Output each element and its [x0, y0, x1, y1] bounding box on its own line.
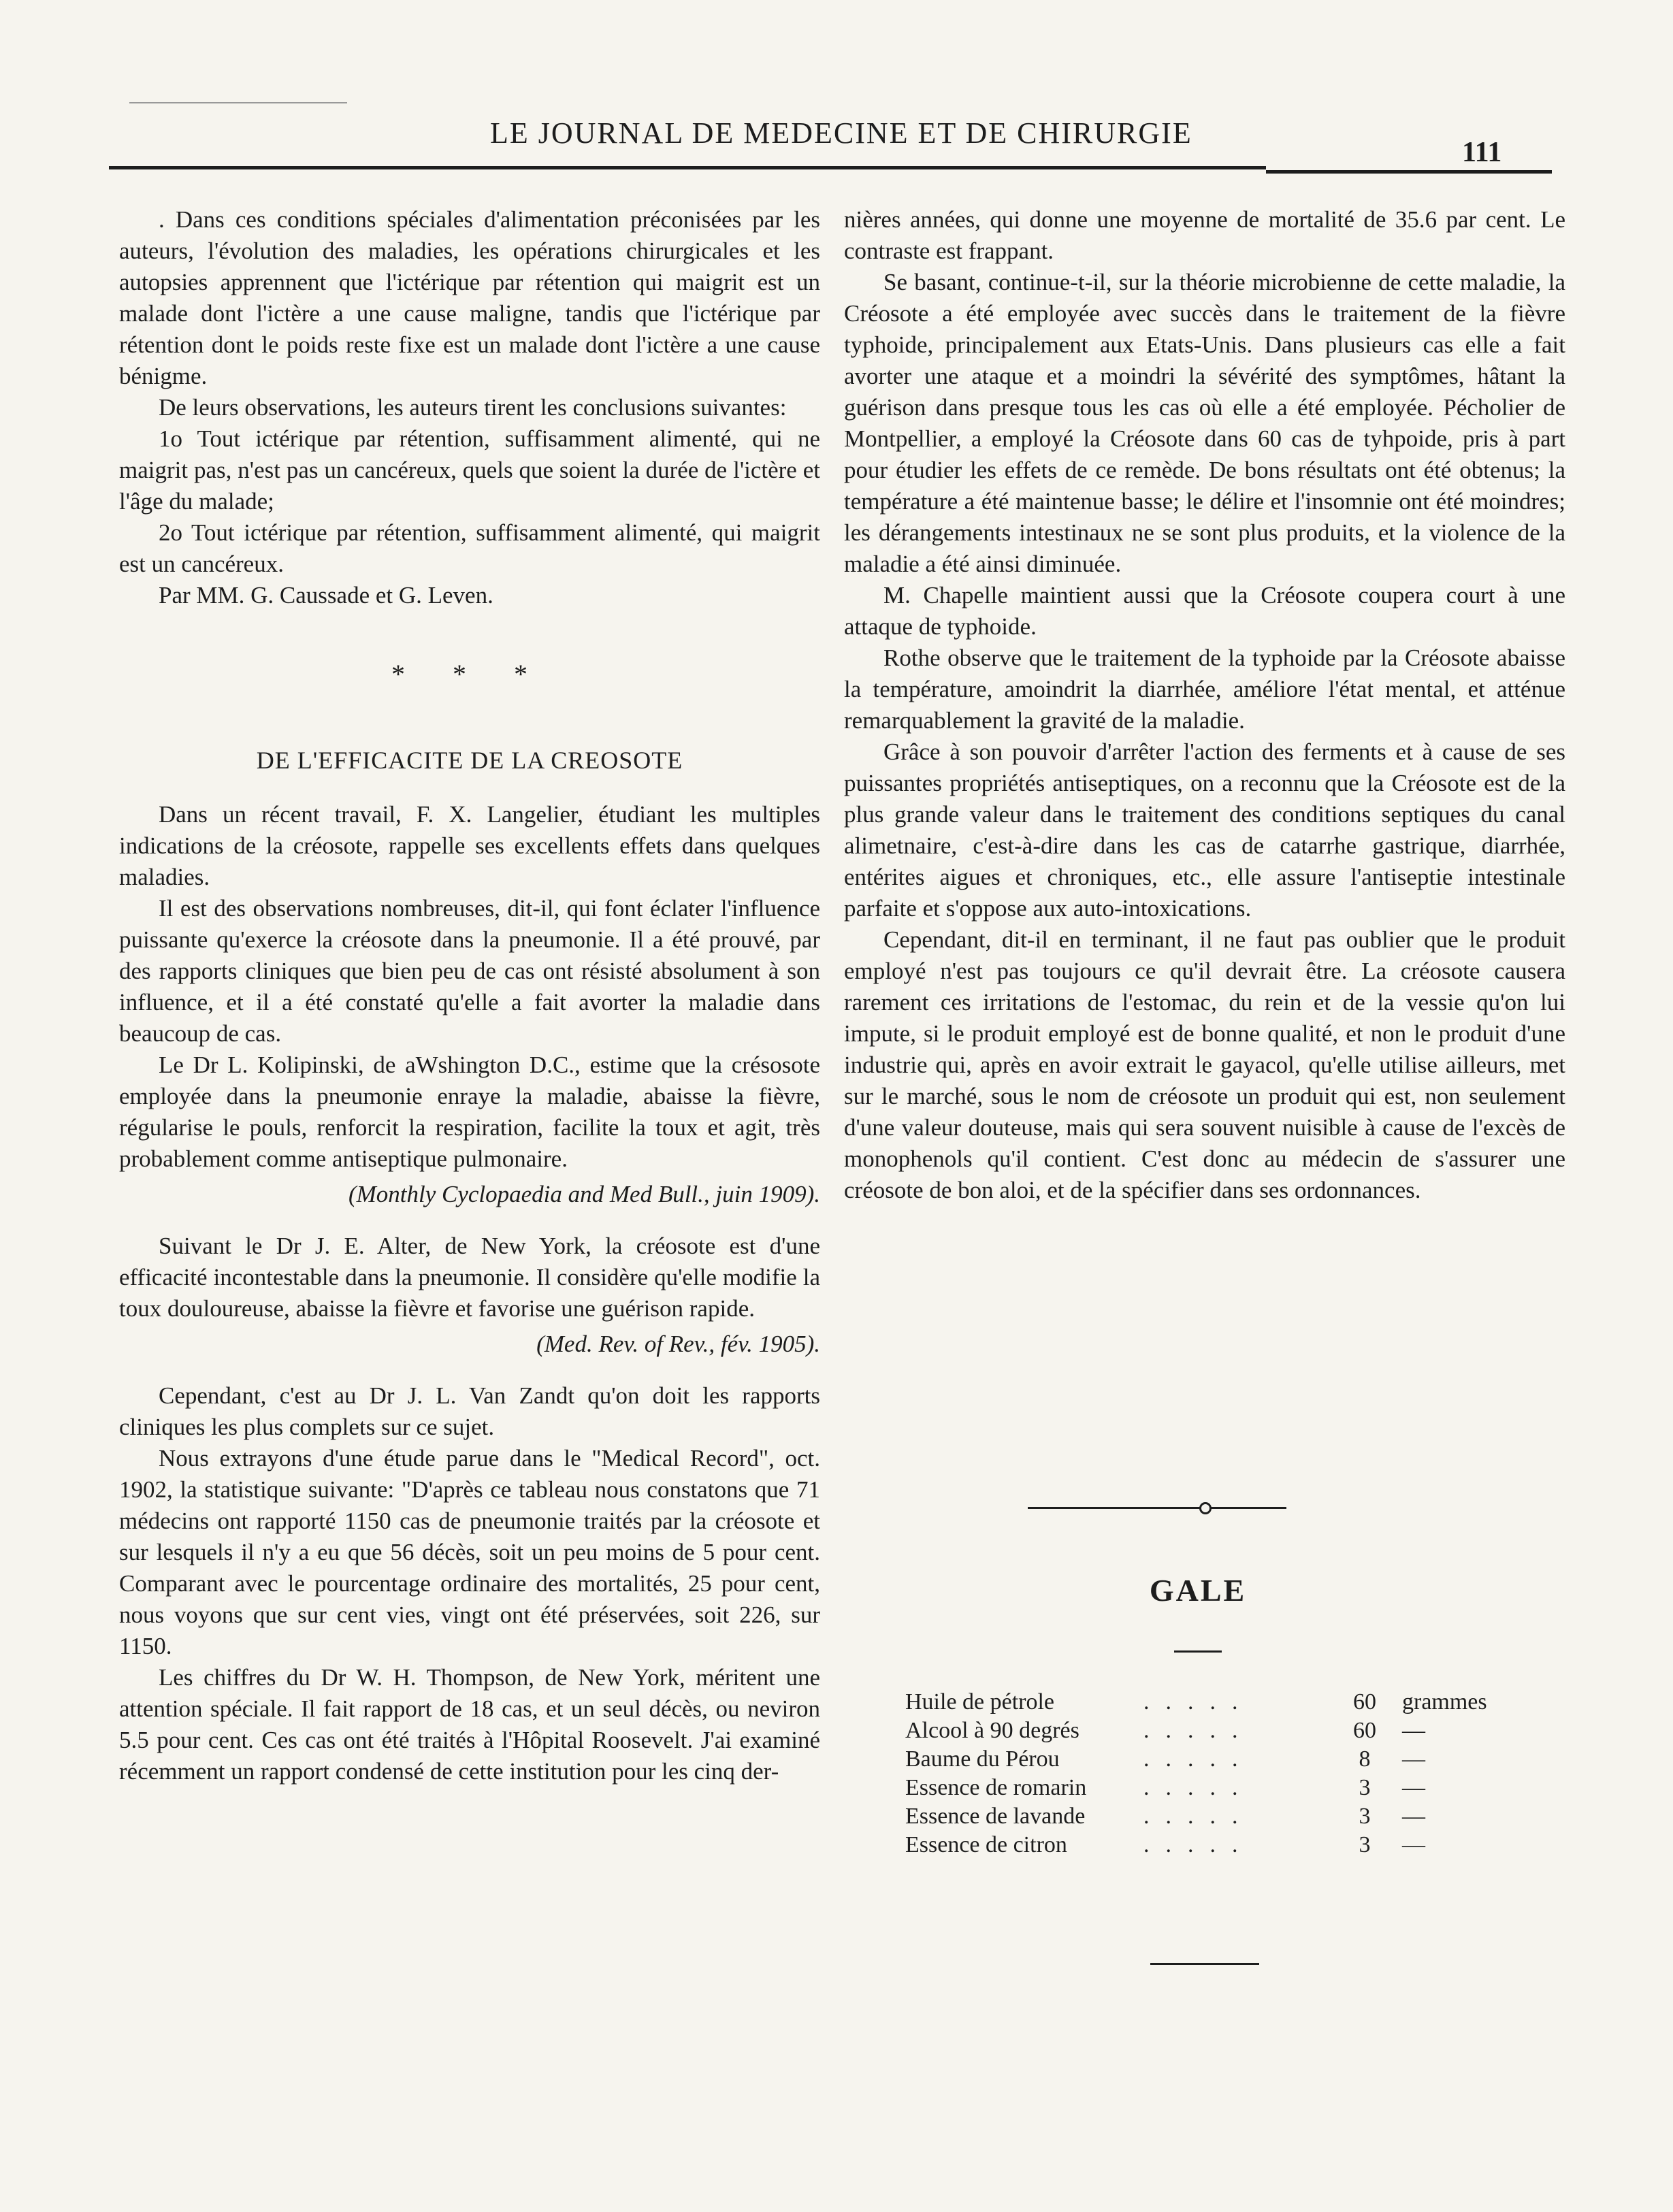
paragraph: Dans un récent travail, F. X. Langelier, étudiant les multiples indications de la créosote, rappelle ses excellents effets dans quelques maladies. — [119, 801, 820, 890]
paragraph: De leurs observations, les auteurs tirent les conclusions suivantes: — [159, 394, 787, 421]
conclusion-item: 1o Tout ictérique par rétention, suffisamment alimenté, qui ne maigrit pas, n'est pas un cancéreux, quels que soient la durée de l'ictère et l'âge du malade; — [119, 425, 820, 515]
citation: (Monthly Cyclopaedia and Med Bull., juin 1909). — [348, 1181, 820, 1207]
closing-rule — [1150, 1963, 1259, 1965]
section-title: DE L'EFFICACITE DE LA CREOSOTE — [256, 747, 683, 774]
left-column — [119, 204, 820, 1787]
paragraph: Se basant, continue-t-il, sur la théorie microbienne de cette maladie, la Créosote a été employée avec succès dans le traitement de la fièvre typhoide, principalement aux Etats-Unis. Dans plusieurs cas elle a fait avorter une ataque et a moindri la sévérité des symptômes, hâtant la guérison dans presque tous les cas où elle a été employée. Pécholier de Montpellier, a employé la Créosote dans 60 cas de tyhpoide, pris à part pour étudier les effets de ce remède. De bons résultats ont été obtenus; la température a été maintenue basse; le délire et l'insomnie ont été moindres; les dérangements intestinaux ne se sont plus produits, et la violence de la maladie a été ainsi diminuée. — [844, 269, 1565, 577]
leader-dots: ..... — [1143, 1804, 1254, 1829]
ingredient-unit: — — [1402, 1832, 1425, 1857]
heading-underline — [1174, 1650, 1222, 1653]
paragraph: Suivant le Dr J. E. Alter, de New York, la créosote est d'une efficacité incontestable dans la pneumonie. Il considère qu'elle modifie la toux douloureuse, abaisse la fièvre et favorise une guérison rapide. — [119, 1233, 820, 1322]
ingredient-name: Essence de citron — [905, 1832, 1067, 1857]
leader-dots: ..... — [1143, 1718, 1254, 1743]
paragraph: Cependant, dit-il en terminant, il ne faut pas oublier que le produit employé n'est pas toujours ce qu'il devrait être. La créosote causera rarement ces irritations de l'estomac, du rein et de la vessie qu'on lui impute, si le produit employé est de bonne qualité, et non le produit d'une industrie qui, après en avoir extrait le gayacol, qu'elle utilise ailleurs, met sur le marché, sous le nom de créosote un produit qui est, non seulement d'une valeur douteuse, mais qui sera souvent nuisible à cause de l'excès de monophenols qu'il contient. C'est donc au médecin de s'assurer une créosote de bon aloi, et de la spécifier dans ses ordonnances. — [844, 926, 1565, 1203]
citation: (Med. Rev. of Rev., fév. 1905). — [536, 1331, 820, 1357]
header-thin-rule — [129, 102, 347, 103]
ingredient-quantity: 60 — [1353, 1718, 1376, 1743]
paragraph: Il est des observations nombreuses, dit-il, qui font éclater l'influence puissante qu'exerce la créosote dans la pneumonie. Il a été prouvé, par des rapports cliniques que bien peu de cas ont résisté absolument à son influence, et il a été constaté qu'elle a fait avorter la maladie dans beaucoup de cas. — [119, 895, 820, 1047]
ingredient-unit: grammes — [1402, 1689, 1487, 1714]
paragraph: Le Dr L. Kolipinski, de aWshington D.C., estime que la crésosote employée dans la pneumonie enraye la maladie, abaisse la fièvre, régularise le pouls, renforcit la respiration, facilite la toux et agit, très probablement comme antiseptique pulmonaire. — [119, 1052, 820, 1172]
recipe-title: GALE — [1149, 1573, 1247, 1608]
ingredient-unit: — — [1402, 1775, 1425, 1800]
ornament-divider — [1028, 1507, 1286, 1509]
ingredient-unit: — — [1402, 1746, 1425, 1772]
ingredient-unit: — — [1402, 1804, 1425, 1829]
paragraph: M. Chapelle maintient aussi que la Créosote coupera court à une attaque de typhoide. — [844, 582, 1565, 640]
paragraph: . Dans ces conditions spéciales d'alimentation préconisées par les auteurs, l'évolution des maladies, les opérations chirurgicales et les autopsies apprennent que l'ictérique par rétention qui maigrit est un malade dont l'ictère a une cause maligne, tandis que l'ictérique par rétention dont le poids reste fixe est un malade dont l'ictère a une cause bénigme. — [119, 206, 820, 389]
paragraph: Grâce à son pouvoir d'arrêter l'action des ferments et à cause de ses puissantes propriétés antiseptiques, on a reconnu que la Créosote est de la plus grande valeur dans le traitement des conditions septiques du canal alimetnaire, c'est-à-dire dans les cas de catarrhe gastrique, diarrhée, entérites aigues et chroniques, etc., elle assure l'antiseptie intestinale parfaite et s'oppose aux auto-intoxications. — [844, 738, 1565, 922]
ingredient-quantity: 3 — [1359, 1804, 1371, 1829]
ingredient-quantity: 3 — [1359, 1775, 1371, 1800]
recipe-row — [905, 1802, 1463, 1831]
leader-dots: ..... — [1143, 1832, 1254, 1857]
paragraph: Cependant, c'est au Dr J. L. Van Zandt qu'on doit les rapports cliniques les plus complets sur ce sujet. — [119, 1382, 820, 1440]
header-rule — [790, 166, 1266, 169]
ingredient-quantity: 3 — [1359, 1832, 1371, 1857]
header-rule — [109, 166, 790, 169]
leader-dots: ..... — [1143, 1746, 1254, 1772]
recipe-list — [905, 1688, 1487, 1859]
recipe-row — [905, 1717, 1463, 1745]
leader-dots: ..... — [1143, 1689, 1254, 1714]
ingredient-name: Alcool à 90 degrés — [905, 1718, 1079, 1743]
section-separator: * * * — [391, 659, 548, 689]
ornament-dot — [1199, 1502, 1212, 1514]
leader-dots: ..... — [1143, 1775, 1254, 1800]
ingredient-quantity: 60 — [1353, 1689, 1376, 1714]
ingredient-name: Essence de romarin — [905, 1775, 1087, 1800]
byline: Par MM. G. Caussade et G. Leven. — [159, 582, 493, 608]
journal-title: LE JOURNAL DE MEDECINE ET DE CHIRURGIE — [490, 116, 1192, 150]
conclusion-item: 2o Tout ictérique par rétention, suffisamment alimenté, qui maigrit est un cancéreux. — [119, 519, 820, 577]
paragraph: nières années, qui donne une moyenne de mortalité de 35.6 par cent. Le contraste est frappant. — [844, 206, 1565, 264]
ingredient-name: Baume du Pérou — [905, 1746, 1060, 1772]
recipe-row — [905, 1831, 1463, 1859]
recipe-row — [905, 1774, 1463, 1802]
page-number: 111 — [1462, 137, 1502, 168]
header-rule — [1266, 170, 1552, 174]
recipe-row — [905, 1688, 1487, 1717]
ingredient-name: Essence de lavande — [905, 1804, 1086, 1829]
paragraph: Nous extrayons d'une étude parue dans le "Medical Record", oct. 1902, la statistique suivante: "D'après ce tableau nous constatons que 71 médecins ont rapporté 1150 cas de pneumonie traités par la créosote et sur lesquels il n'y a eu que 56 décès, soit un peu moins de 5 pour cent. Comparant avec le pourcentage ordinaire des mortalités, 25 pour cent, nous voyons que sur cent vies, vingt ont été préservées, soit 226, sur 1150. — [119, 1445, 820, 1659]
paragraph: Rothe observe que le traitement de la typhoide par la Créosote abaisse la température, amoindrit la diarrhée, améliore l'état mental, et atténue remarquablement la gravité de la maladie. — [844, 645, 1565, 734]
ingredient-quantity: 8 — [1359, 1746, 1371, 1772]
ingredient-unit: — — [1402, 1718, 1425, 1743]
recipe-row — [905, 1745, 1463, 1774]
paragraph: Les chiffres du Dr W. H. Thompson, de New York, méritent une attention spéciale. Il fait rapport de 18 cas, et un seul décès, ou neviron 5.5 pour cent. Ces cas ont été traités à l'Hôpital Roosevelt. J'ai examiné récemment un rapport condensé de cette institution pour les cinq der- — [119, 1664, 820, 1785]
right-column — [844, 204, 1565, 1206]
ingredient-name: Huile de pétrole — [905, 1689, 1055, 1714]
